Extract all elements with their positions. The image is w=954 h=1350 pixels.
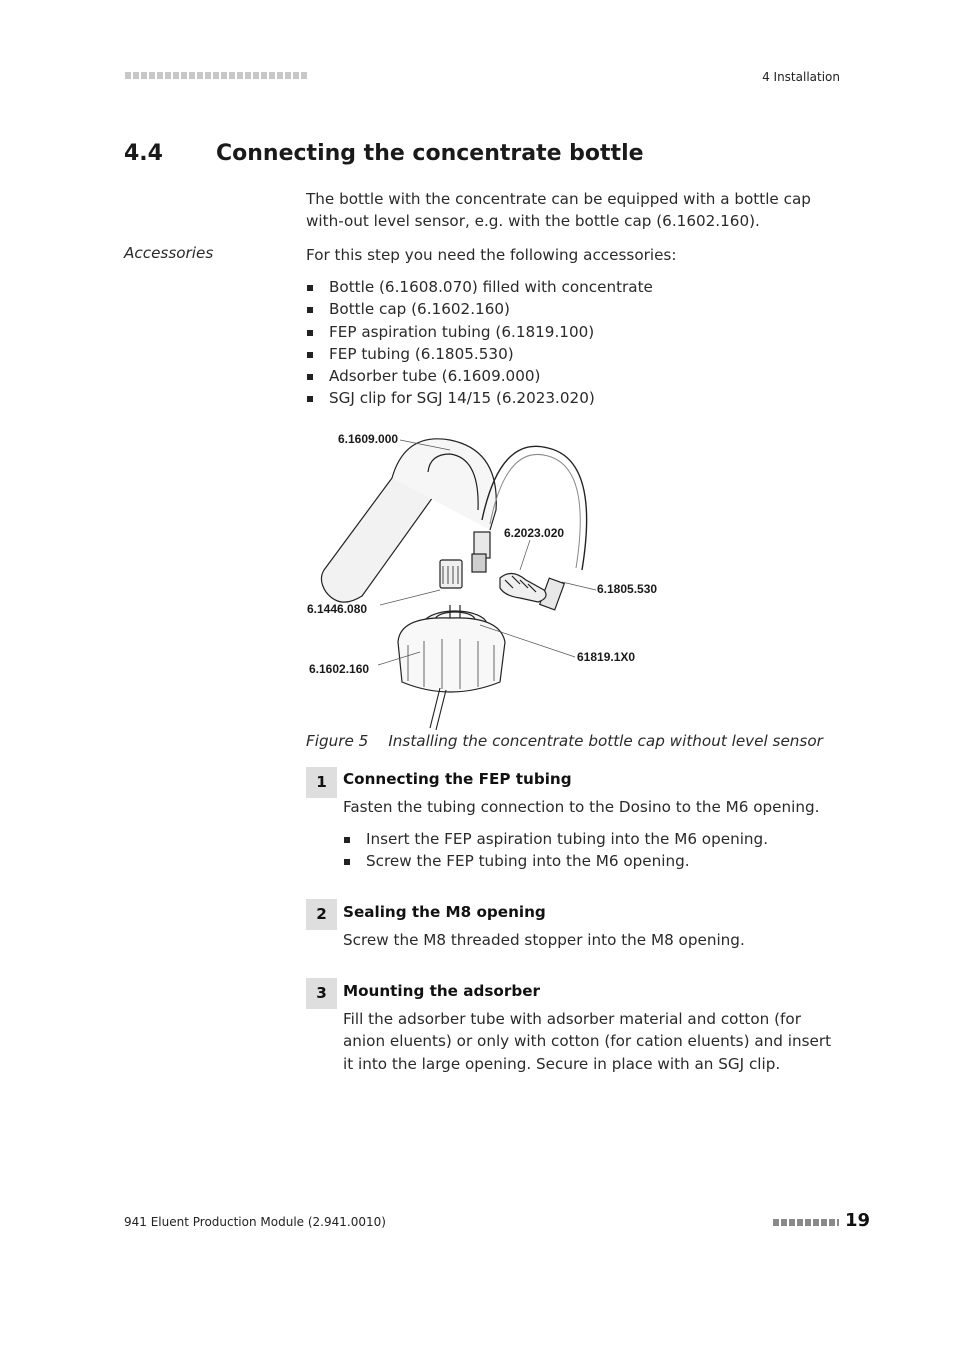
list-item: Adsorber tube (6.1609.000) [306, 365, 653, 387]
section-title: Connecting the concentrate bottle [216, 141, 644, 166]
step-title: Mounting the adsorber [343, 982, 541, 1000]
step-text: Fasten the tubing connection to the Dosino to the M6 opening. [343, 798, 820, 816]
label-clip: 6.2023.020 [504, 526, 565, 540]
header-section: 4 Installation [762, 70, 840, 84]
list-item: Bottle cap (6.1602.160) [306, 298, 653, 320]
figure-caption [306, 732, 823, 750]
step-bullets [343, 828, 768, 873]
list-item: Screw the FEP tubing into the M6 opening. [343, 850, 768, 872]
intro-paragraph: The bottle with the concentrate can be equipped with a bottle cap with-out level sensor, e.g. with the bottle cap (6.1602.160). [306, 190, 811, 231]
list-item: FEP tubing (6.1805.530) [306, 343, 653, 365]
step-text: Fill the adsorber tube with adsorber material and cotton (for anion eluents) or only with cotton (for cation eluents) and insert it into the large opening. Secure in place with an SGJ clip. [343, 1010, 832, 1073]
list-item: FEP aspiration tubing (6.1819.100) [306, 321, 653, 343]
accessories-side-label: Accessories [124, 244, 214, 262]
bottle-cap-illustration [300, 420, 690, 735]
page-number: 19 [845, 1210, 871, 1231]
list-item: Bottle (6.1608.070) filled with concentrate [306, 276, 653, 298]
list-item: Insert the FEP aspiration tubing into the M6 opening. [343, 828, 768, 850]
label-tubing: 6.1805.530 [597, 582, 658, 596]
footer-decoration [773, 1219, 839, 1226]
figure-caption-text: Installing the concentrate bottle cap without level sensor [388, 732, 823, 750]
section-number: 4.4 [124, 141, 163, 166]
step-title: Sealing the M8 opening [343, 903, 546, 921]
label-aspiration: 61819.1X0 [577, 650, 636, 664]
step-text: Screw the M8 threaded stopper into the M8 opening. [343, 931, 745, 949]
figure-number: Figure 5 [306, 732, 369, 750]
step-number: 1 [306, 767, 337, 798]
label-stopper: 6.1446.080 [307, 602, 368, 616]
step-number: 2 [306, 899, 337, 930]
accessories-list [306, 276, 653, 410]
header-decoration [125, 72, 308, 79]
footer-document-title: 941 Eluent Production Module (2.941.0010) [124, 1215, 386, 1229]
list-item: SGJ clip for SGJ 14/15 (6.2023.020) [306, 387, 653, 409]
step-number: 3 [306, 978, 337, 1009]
step-title: Connecting the FEP tubing [343, 770, 572, 788]
label-adsorber: 6.1609.000 [338, 432, 399, 446]
label-cap: 6.1602.160 [309, 662, 370, 676]
accessories-lead: For this step you need the following accessories: [306, 246, 677, 264]
